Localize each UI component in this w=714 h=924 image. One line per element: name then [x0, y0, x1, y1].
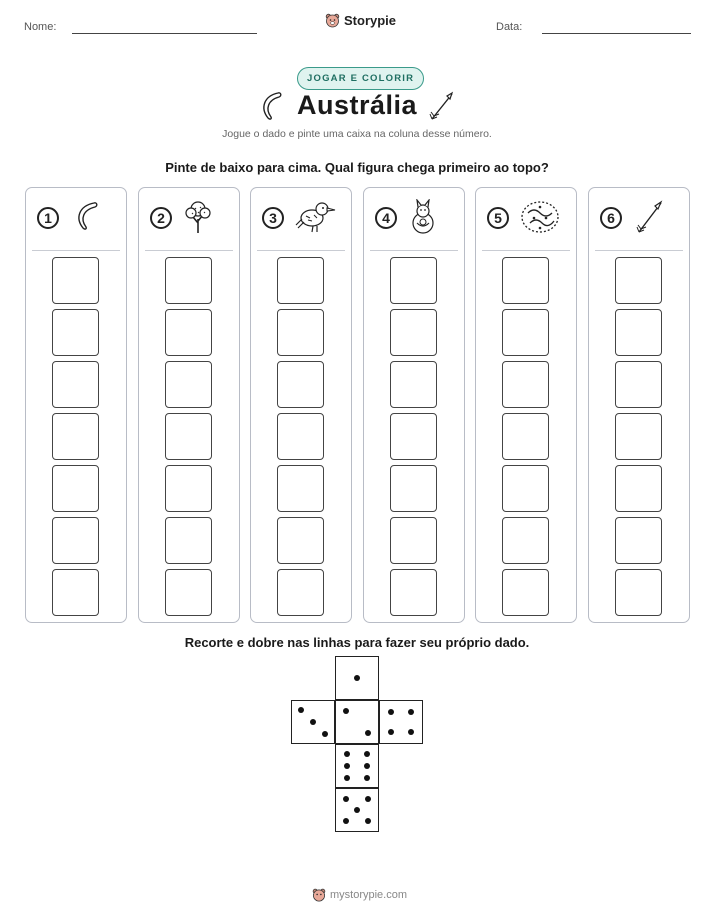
column-3 [250, 187, 352, 623]
color-box[interactable] [277, 413, 324, 460]
color-box[interactable] [502, 309, 549, 356]
dice-pip [322, 731, 328, 737]
kookaburra-icon [295, 199, 337, 237]
column-divider [482, 250, 570, 251]
color-box[interactable] [615, 309, 662, 356]
date-label: Data: [496, 21, 523, 33]
column-number: 6 [600, 207, 622, 229]
column-divider [595, 250, 683, 251]
dice-pip [408, 729, 414, 735]
color-box[interactable] [390, 569, 437, 616]
brand-logo [325, 13, 396, 28]
color-box[interactable] [390, 517, 437, 564]
color-box[interactable] [277, 517, 324, 564]
column-4 [363, 187, 465, 623]
dice-pip [364, 775, 370, 781]
dice-face-1 [335, 656, 379, 700]
dice-pip [408, 709, 414, 715]
column-divider [145, 250, 233, 251]
color-box[interactable] [165, 257, 212, 304]
bear-icon [325, 13, 340, 28]
color-box[interactable] [165, 361, 212, 408]
dice-pip [310, 719, 316, 725]
dice-face-2 [335, 700, 379, 744]
column-number: 4 [375, 207, 397, 229]
dice-pip [344, 751, 350, 757]
page-subtitle: Jogue o dado e pinte uma caixa na coluna desse número. [222, 128, 492, 140]
column-number: 1 [37, 207, 59, 229]
instruction-text: Pinte de baixo para cima. Qual figura chega primeiro ao topo? [165, 160, 549, 175]
boomerang-icon [70, 199, 112, 237]
dice-pip [344, 775, 350, 781]
name-field-line[interactable] [72, 33, 257, 34]
color-box[interactable] [277, 465, 324, 512]
dice-pip [364, 751, 370, 757]
color-box[interactable] [502, 361, 549, 408]
color-box[interactable] [277, 569, 324, 616]
color-box[interactable] [502, 413, 549, 460]
dice-pip [343, 708, 349, 714]
color-box[interactable] [277, 309, 324, 356]
dice-pip [365, 730, 371, 736]
color-box[interactable] [165, 465, 212, 512]
color-box[interactable] [615, 517, 662, 564]
column-divider [257, 250, 345, 251]
color-box[interactable] [615, 569, 662, 616]
activity-badge: JOGAR E COLORIR [297, 67, 424, 90]
dice-instruction: Recorte e dobre nas linhas para fazer seu próprio dado. [184, 635, 530, 650]
column-5 [475, 187, 577, 623]
color-box[interactable] [390, 257, 437, 304]
dice-pip [343, 818, 349, 824]
color-box[interactable] [502, 569, 549, 616]
page-title: Austrália [296, 90, 418, 120]
color-box[interactable] [165, 413, 212, 460]
dice-pip [354, 807, 360, 813]
dice-pip [343, 796, 349, 802]
color-box[interactable] [615, 413, 662, 460]
column-number: 2 [150, 207, 172, 229]
dice-face-6 [335, 744, 379, 788]
dice-pip [364, 763, 370, 769]
name-label: Nome: [24, 21, 57, 33]
column-divider [32, 250, 120, 251]
dice-face-3 [291, 700, 335, 744]
footer-url[interactable]: mystorypie.com [330, 889, 408, 901]
kangaroo-icon [408, 199, 450, 237]
date-field-line[interactable] [542, 33, 691, 34]
dice-pip [388, 729, 394, 735]
color-box[interactable] [165, 517, 212, 564]
dice-pip [344, 763, 350, 769]
color-box[interactable] [390, 361, 437, 408]
footer [312, 888, 407, 902]
column-number: 5 [487, 207, 509, 229]
color-box[interactable] [502, 517, 549, 564]
color-box[interactable] [52, 309, 99, 356]
dice-face-5 [335, 788, 379, 832]
color-box[interactable] [390, 309, 437, 356]
column-6 [588, 187, 690, 623]
color-box[interactable] [52, 465, 99, 512]
dice-pip [365, 818, 371, 824]
color-box[interactable] [502, 257, 549, 304]
column-divider [370, 250, 458, 251]
color-box[interactable] [52, 257, 99, 304]
color-box[interactable] [165, 569, 212, 616]
color-box[interactable] [615, 257, 662, 304]
tree-icon [183, 199, 225, 237]
column-number: 3 [262, 207, 284, 229]
color-box[interactable] [52, 361, 99, 408]
dice-pip [388, 709, 394, 715]
column-2 [138, 187, 240, 623]
dice-face-4 [379, 700, 423, 744]
dice-pip [298, 707, 304, 713]
brand-name: Storypie [344, 13, 397, 28]
bear-icon [312, 888, 326, 902]
color-box[interactable] [502, 465, 549, 512]
dice-pip [354, 675, 360, 681]
dice-pip [365, 796, 371, 802]
color-box[interactable] [615, 361, 662, 408]
color-box[interactable] [165, 309, 212, 356]
color-box[interactable] [277, 257, 324, 304]
color-box[interactable] [277, 361, 324, 408]
color-box[interactable] [615, 465, 662, 512]
color-box[interactable] [52, 517, 99, 564]
spear-icon [428, 90, 456, 122]
spear-icon [633, 199, 675, 237]
color-box[interactable] [390, 413, 437, 460]
color-box[interactable] [390, 465, 437, 512]
aboriginal-art-icon [520, 199, 562, 237]
color-box[interactable] [52, 569, 99, 616]
column-1 [25, 187, 127, 623]
color-box[interactable] [52, 413, 99, 460]
